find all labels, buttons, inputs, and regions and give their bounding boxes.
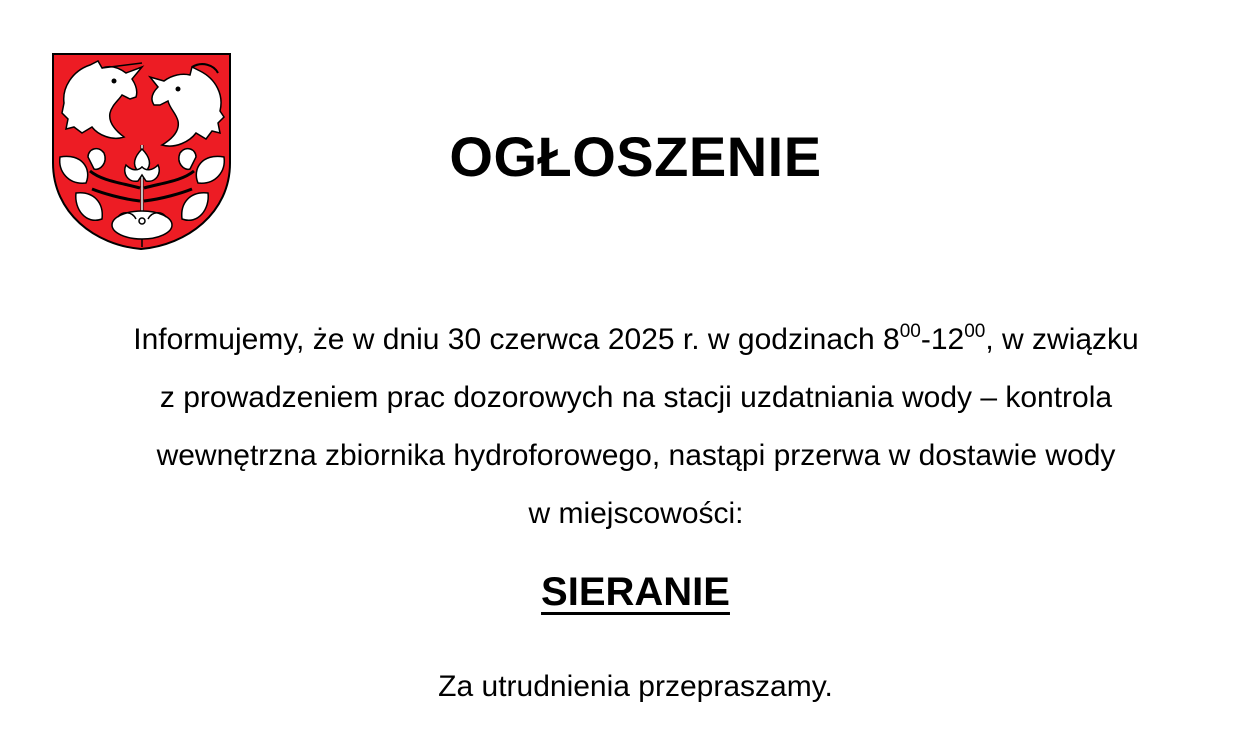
notice-text [60, 311, 1212, 543]
closing-text: Za utrudnienia przepraszamy. [438, 670, 833, 703]
place-name: SIERANIE [541, 570, 730, 614]
notice-line-3: wewnętrzna zbiornika hydroforowego, nastąpi przerwa w dostawie wody [156, 439, 1116, 472]
notice-line-2: z prowadzeniem prac dozorowych na stacji uzdatniania wody – kontrola [159, 381, 1113, 414]
notice-line-4: w miejscowości: [528, 497, 744, 530]
notice-line-1: Informujemy, że w dniu 30 czerwca 2025 r. w godzinach $8^{00}-12^{00}$, w związku [133, 321, 1139, 356]
page-title: OGŁOSZENIE [449, 125, 822, 188]
